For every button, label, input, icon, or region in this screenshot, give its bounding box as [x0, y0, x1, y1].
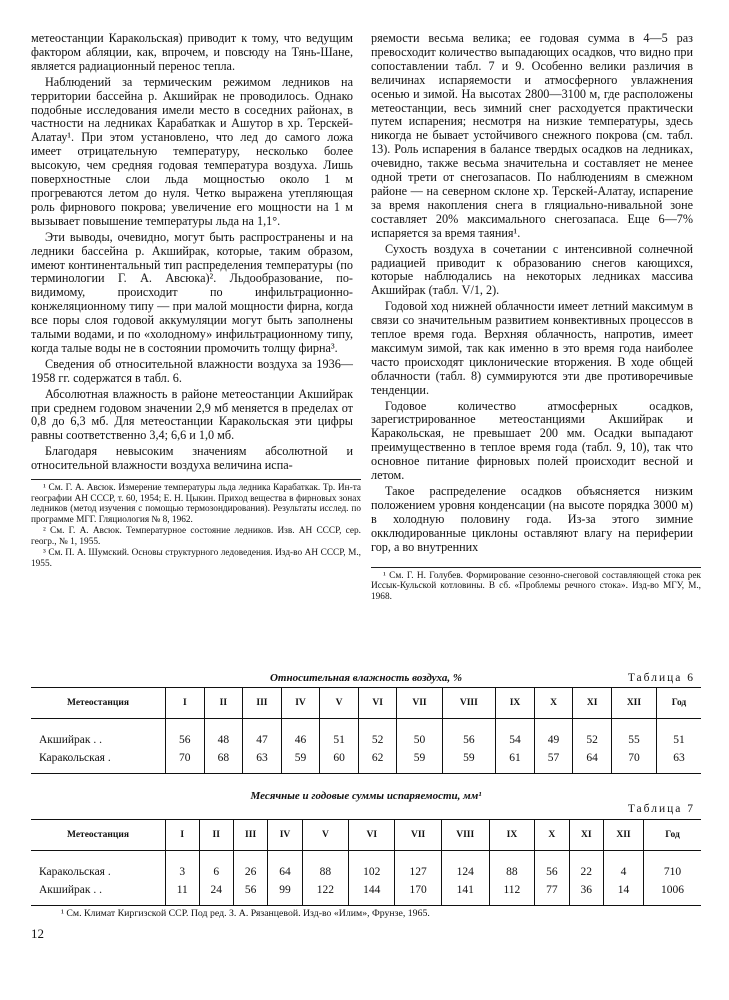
table-row — [31, 881, 701, 906]
table-cell: Акшийрак . . — [31, 881, 166, 906]
table-cell: 102 — [349, 851, 395, 882]
table-cell: 51 — [320, 719, 359, 750]
table-cell: 112 — [489, 881, 535, 906]
table-cell: 62 — [358, 749, 397, 774]
table-cell: 144 — [349, 881, 395, 906]
paragraph: метеостанции Каракольская) приводит к тому, что ведущим фактором абляции, как, впрочем, и повсюду на Тянь-Шане, является радиационный перенос тепла. — [31, 31, 353, 73]
footnote: ³ См. П. А. Шумский. Основы структурного ледоведения. Изд-во АН СССР, М., 1955. — [31, 548, 361, 569]
table-cell: 63 — [243, 749, 282, 774]
column-header: VIII — [442, 688, 496, 719]
table-row — [31, 851, 701, 882]
table-cell: 54 — [496, 719, 535, 750]
table-6-label: Таблица 6 — [627, 672, 695, 684]
paragraph: Эти выводы, очевидно, могут быть распространены и на ледники бассейна р. Акшийрак, которые, таким образом, имеют континентальный тип распределения температуры (по терминологии Г. А. Авсюка)². Льдообразование, по-видимому, происходит по инфильтрационно-конжеляционному типу — при малой мощности фирна, когда все поры слоя годовой аккумуляции могут быть заполнены талыми водами, и по «холодному» инфильтрационному типу, когда талые воды не в состоянии промочить толщу фирна³. — [31, 229, 353, 355]
table-cell: 56 — [166, 719, 205, 750]
table-cell: 11 — [166, 881, 200, 906]
column-header: IX — [489, 820, 535, 851]
table-cell: 56 — [442, 719, 496, 750]
table-cell: Акшийрак . . — [39, 734, 102, 746]
paragraph: ряемости весьма велика; ее годовая сумма в 4—5 раз превосходит количество выпадающих осадков, что видно при сопоставлении табл. 7 и 9. Особенно велики различия в величинах испаряемости и атмосферного увлажнения осенью и зимой. На высотах 2800—3100 м, где расположены метеостанции, весь зимний снег расходуется практически путем испарения; несмотря на низкие температуры, здесь никогда не бывает устойчивого снежного покрова (см. табл. 13). Роль испарения в балансе твердых осадков на ледниках, очевидно, также весьма значительна и составляет не менее одной трети от снегозапасов. По наблюдениям в смежном районе — на северном склоне хр. Терскей-Алатау, испарение за время накопления снега в гляциально-нивальной зоне составляет 20% максимального снегозапаса. Еще 6—7% испаряется за время таяния¹. — [371, 31, 693, 240]
right-footnotes — [371, 567, 701, 603]
footnote: ¹ См. Г. А. Авсюк. Измерение температуры льда ледника Карабаткак. Тр. Ин-та географии АН СССР, т. 60, 1954; Е. Н. Цыкин. Приход вещества в фирновых зонах ледников (метод изучения с помощью термозондирования). Результаты исслед. по программе МГГ. Гляциология № 8, 1962. — [31, 483, 361, 525]
column-header: VI — [358, 688, 397, 719]
table-cell: 36 — [569, 881, 603, 906]
table-cell: 56 — [535, 851, 569, 882]
table-header-row — [31, 820, 701, 851]
table-6 — [31, 687, 701, 774]
table-cell: 59 — [397, 749, 442, 774]
table-cell: 60 — [320, 749, 359, 774]
column-header: V — [320, 688, 359, 719]
paragraph: Годовое количество атмосферных осадков, зарегистрированное метеостанциями Акшийрак и Каракольская, не превышает 200 мм. Осадки выпадают преимущественно в теплое время года (табл. 9, 10), так что основное питание фирновых полей происходит весной и летом. — [371, 398, 693, 483]
column-header: IV — [281, 688, 320, 719]
table-cell: 88 — [489, 851, 535, 882]
table-cell: 50 — [397, 719, 442, 750]
table-cell: 63 — [656, 749, 701, 774]
paragraph: Годовой ход нижней облачности имеет летний максимум в связи со значительным развитием конвективных процессов в теплое время года. Верхняя облачность, напротив, имеет максимум зимой, так как именно в это время года наиболее часто происходят циклонические вторжения. В ходе общей облачности (табл. 8) суммируются эти две противоречивые тенденции. — [371, 299, 693, 397]
table-cell: Каракольская . — [39, 866, 111, 878]
table-cell: 70 — [611, 749, 656, 774]
left-column — [31, 31, 361, 569]
paragraph: Сведения об относительной влажности воздуха за 1936—1958 гг. содержатся в табл. 6. — [31, 356, 353, 385]
table-cell: 46 — [281, 719, 320, 750]
paragraph: Абсолютная влажность в районе метеостанции Акшийрак при среднем годовом значении 2,9 мб меняется в пределах от 0,8 до 6,3 мб. Для метеостанции Каракольская эти цифры равны соответственно 3,4; 6,6 и 1,0 мб. — [31, 386, 353, 443]
table-7 — [31, 819, 701, 906]
footnote: ¹ См. Г. Н. Голубев. Формирование сезонно-снеговой составляющей стока рек Иссык-Кульской котловины. В сб. «Проблемы речного стока». Изд-во МГУ, М., 1968. — [371, 570, 701, 602]
table-6-title: Относительная влажность воздуха, % — [269, 672, 463, 684]
table-cell: 170 — [395, 881, 441, 906]
table-cell: 68 — [204, 749, 243, 774]
table-cell: 61 — [496, 749, 535, 774]
column-header: II — [204, 688, 243, 719]
column-header: III — [233, 820, 267, 851]
column-header: XII — [611, 688, 656, 719]
column-header: II — [199, 820, 233, 851]
paragraph: Сухость воздуха в сочетании с интенсивной солнечной радиацией приводит к образованию снегов кающихся, которые наблюдались на некоторых ледниках массива Акшийрак (табл. V/1, 2). — [371, 241, 693, 298]
table-cell: 52 — [358, 719, 397, 750]
table-row — [31, 749, 701, 774]
table-7-block — [31, 790, 701, 906]
paragraph: Благодаря невысоким значениям абсолютной и относительной влажности воздуха величина испа- — [31, 444, 353, 473]
table-cell: Каракольская . — [31, 749, 166, 774]
table-cell: 64 — [573, 749, 612, 774]
table-cell: 59 — [281, 749, 320, 774]
table-header-row — [31, 688, 701, 719]
table-cell: 141 — [441, 881, 489, 906]
column-header: VII — [397, 688, 442, 719]
column-header: VII — [395, 820, 441, 851]
table-cell: 124 — [441, 851, 489, 882]
column-header: XI — [569, 820, 603, 851]
paragraph: Наблюдений за термическим режимом ледников на территории бассейна р. Акшийрак не проводилось. Однако подобные исследования имели место в соседних районах, в частности на ледниках Карабаткак и Ашутор в хр. Терскей-Алатау¹. При этом установлено, что лед до самого ложа имеет отрицательную температуру, несколько более высокую, чем средняя годовая температура воздуха. Лишь поверхностные слои льда мощностью около 1 м прогреваются летом до нуля. Четко выражена утепляющая роль фирнового покрова; увеличение его мощности на 1 м вызывает повышение температуры льда на 1,1°. — [31, 74, 353, 228]
table-cell: 99 — [268, 881, 302, 906]
table-cell: 3 — [166, 851, 200, 882]
column-header: VIII — [441, 820, 489, 851]
table-cell: 24 — [199, 881, 233, 906]
table-cell: 52 — [573, 719, 612, 750]
table-7-title: Месячные и годовые суммы испаряемости, мм¹ — [250, 790, 482, 802]
table-7-caption — [31, 790, 701, 815]
column-header: X — [535, 820, 569, 851]
left-footnotes — [31, 479, 361, 569]
table-cell: 59 — [442, 749, 496, 774]
table-cell: 77 — [535, 881, 569, 906]
table-cell: 47 — [243, 719, 282, 750]
column-header: IX — [496, 688, 535, 719]
right-column — [371, 31, 701, 602]
table-cell: 4 — [603, 851, 643, 882]
table-cell: 88 — [302, 851, 348, 882]
table-row — [31, 719, 701, 750]
table-cell: 49 — [534, 719, 573, 750]
page-number: 12 — [31, 926, 44, 941]
table-cell: 710 — [644, 851, 701, 882]
table-cell: 1006 — [644, 881, 701, 906]
column-header: X — [534, 688, 573, 719]
column-header: Год — [644, 820, 701, 851]
table-cell: 14 — [603, 881, 643, 906]
table-7-label: Таблица 7 — [627, 803, 695, 815]
table-cell: 55 — [611, 719, 656, 750]
paragraph: Такое распределение осадков объясняется низким положением уровня конденсации (на высоте порядка 3000 м) в холодную половину года. Из-за этого зимние окклюдированные циклоны оставляют влагу на периферии гор, а во внутренних — [371, 484, 693, 554]
column-header: Метеостанция — [31, 820, 166, 851]
column-header: V — [302, 820, 348, 851]
column-header: I — [166, 820, 200, 851]
column-header: XII — [603, 820, 643, 851]
table-cell: 48 — [204, 719, 243, 750]
table-cell: 70 — [166, 749, 205, 774]
table-cell: 57 — [534, 749, 573, 774]
table-cell: 51 — [656, 719, 701, 750]
table-cell: 56 — [233, 881, 267, 906]
table-cell: 127 — [395, 851, 441, 882]
table-cell: 6 — [199, 851, 233, 882]
table-cell: 26 — [233, 851, 267, 882]
column-header: XI — [573, 688, 612, 719]
table-6-caption — [31, 672, 701, 687]
footnote: ² См. Г. А. Авсюк. Температурное состояние ледников. Изв. АН СССР, сер. геогр., № 1, 1955. — [31, 526, 361, 547]
column-header: Метеостанция — [31, 688, 166, 719]
column-header: IV — [268, 820, 302, 851]
table-cell: 64 — [268, 851, 302, 882]
column-header: Год — [656, 688, 701, 719]
column-header: I — [166, 688, 205, 719]
column-header: III — [243, 688, 282, 719]
column-header: VI — [349, 820, 395, 851]
table-footnote: ¹ См. Климат Киргизской ССР. Под ред. З. А. Рязанцевой. Изд-во «Илим», Фрунзе, 1965. — [61, 908, 430, 919]
table-cell: 22 — [569, 851, 603, 882]
table-6-block — [31, 672, 701, 774]
table-cell: 122 — [302, 881, 348, 906]
